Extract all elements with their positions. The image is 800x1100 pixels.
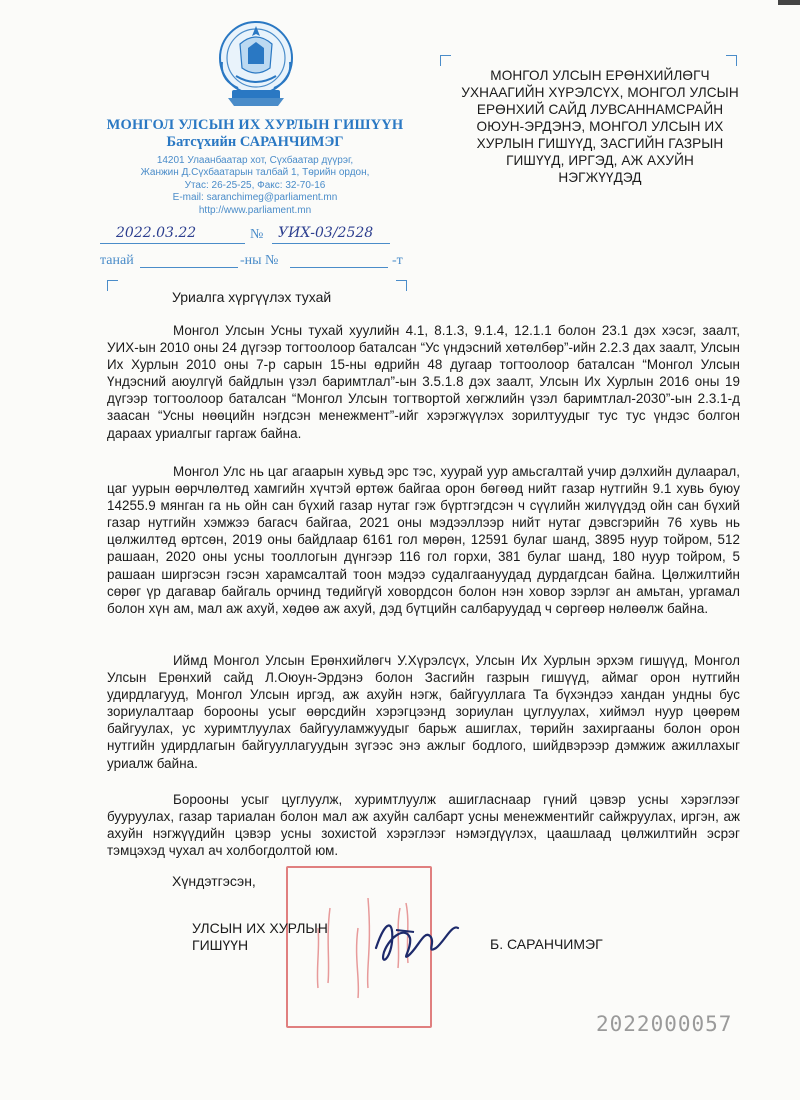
subject-bracket-left: [107, 280, 118, 291]
reply-suffix: -т: [392, 253, 403, 268]
signatory-title-line: ГИШҮҮН: [192, 937, 249, 953]
signatory-title-line: УЛСЫН ИХ ХУРЛЫН: [192, 920, 328, 936]
contact-address-line: Жанжин Д.Сүхбаатарын талбай 1, Төрийн ордон,: [140, 167, 370, 179]
member-name: Батсүхийн САРАНЧИМЭГ: [166, 134, 344, 150]
letter-date: 2022.03.22: [116, 225, 197, 241]
signature-icon: [366, 908, 466, 974]
closing-phrase: Хүндэтгэсэн,: [172, 873, 256, 889]
body-paragraph-4: Борооны усыг цуглуулж, хуримтлуулж ашигласнаар гүний цэвэр усны хэрэглээг бууруулах, газар тариалан болон мал аж ахуйн салбарт усны менежментийг сайжруулах, иргэн, аж ахуйн нэгжүүдийн цэвэр усны зохистой хэрэглээг нэмэгдүүлэх, цаашлаад цөлжилтийн эсрэг тэмцэхэд чухал ач холбогдолтой юм.: [107, 792, 740, 859]
addressee-line: УХНААГИЙН ХҮРЭЛСҮХ, МОНГОЛ УЛСЫН: [461, 85, 739, 100]
contact-phone-line: Утас: 26-25-25, Факс: 32-70-16: [184, 179, 326, 191]
reply-prefix: танай: [100, 253, 134, 268]
reply-reference-line: [100, 253, 410, 269]
signatory-title: [192, 920, 328, 954]
signatory-name: Б. САРАНЧИМЭГ: [490, 936, 603, 952]
date-number-line: [100, 227, 390, 243]
subject-bracket-right: [396, 280, 407, 291]
registration-number: 2022000057: [596, 1012, 733, 1036]
addressee-line: ЕРӨНХИЙ САЙД ЛУВСАННАМСРАЙН: [476, 102, 724, 117]
letter-subject: Уриалга хүргүүлэх тухай: [172, 289, 332, 305]
state-emblem-icon: [214, 18, 298, 108]
contact-email-line: E-mail: saranchimeg@parliament.mn: [172, 192, 338, 204]
addressee-line: ОЮУН-ЭРДЭНЭ, МОНГОЛ УЛСЫН ИХ: [476, 119, 724, 134]
reply-mid: -ны №: [240, 253, 279, 268]
body-paragraph-2: Монгол Улс нь цаг агаарын хувьд эрс тэс, хуурай уур амьсгалтай учир дэлхийн дулаарал, цаг уурын өөрчлөлтөд хамгийн хүчтэй өртөж байгаа орон бөгөөд нийт газар нутгийн 9.1 хувь буюу 14255.9 мянган га нь ойн сан бүхий газар нутаг гэж бүртгэгдсэн ч сүүлийн жилүүдэд ойн сан бүхий газар нутгийн хэмжээ багасч байгаа, 2021 оны мэдээллээр нийт нутаг дэвсгэрийн 76 хувь нь цөлжилтөд өртсөн, 2019 оны байдлаар 6161 гол мөрөн, 12591 булаг шанд, 3895 нуур тойром, 512 рашаан, 2020 оны усны тооллогын дүнгээр 116 гол горхи, 381 булаг шанд, 180 нуур тойром, 5 рашаан ширгэсэн гэсэн харамсалтай тоон мэдээ судалгаануудад дурдагдсан байна. Цөлжилтийн сөрөг үр дагавар байгаль орчинд төдийгүй ховордсон болон нэн ховор зэрлэг ан амьтан, ургамал болон хүн ам, мал аж ахуй, хөдөө аж ахуй, дэд бүтцийн салбаруудад ч сөргөөр нөлөөлж байна.: [107, 464, 740, 616]
contact-address-line: 14201 Улаанбаатар хот, Сүхбаатар дүүрэг,: [156, 155, 354, 166]
addressee-line: МОНГОЛ УЛСЫН ЕРӨНХИЙЛӨГЧ: [490, 68, 710, 83]
addressee-line: НЭГЖҮҮДЭД: [558, 170, 642, 185]
contact-website-line: http://www.parliament.mn: [198, 204, 312, 216]
addressee-line: ГИШҮҮД, ИРГЭД, АЖ АХУЙН: [506, 153, 694, 168]
addressee-bracket-left: [440, 55, 451, 66]
body-paragraph-3: Иймд Монгол Улсын Ерөнхийлөгч У.Хүрэлсүх, Улсын Их Хурлын эрхэм гишүүд, Монгол Улсын Ерөнхий сайд Л.Оюун-Эрдэнэ болон Засгийн газрын гишүүд, аймаг орон нутгийн удирдлагууд, Монгол Улсын иргэд, аж ахуйн нэгж, байгууллага Та бүхэндээ хандан ундны бус зориулалтаар борооны усыг өөрсдийн хэрэгцээнд зориулан цуглуулах, хиймэл нуур цөөрөм байгуулах, ус хуримтлуулах байгууламжуудыг барьж ашиглах, төрийн захиргааны болон орон нутгийн удирдлагын байгууллагуудын зүгээс энэ ажлыг бодлого, шийдвэрээр дэмжиж ажиллахыг уриалж байна.: [107, 653, 740, 771]
addressee-block: [450, 67, 750, 186]
addressee-line: ХУРЛЫН ГИШҮҮД, ЗАСГИЙН ГАЗРЫН: [476, 136, 724, 151]
contact-block: [100, 155, 410, 217]
addressee-bracket-right: [726, 55, 737, 66]
number-sign: №: [250, 227, 264, 242]
scan-corner-mark: [778, 0, 800, 5]
body-paragraph-1: Монгол Улсын Усны тухай хуулийн 4.1, 8.1.3, 9.1.4, 12.1.1 болон 23.1 дэх хэсэг, заалт, УИХ-ын 2010 оны 24 дүгээр тогтоолоор баталсан “Ус үндэсний хөтөлбөр”-ийн 2.2.3 дах заалт, Улсын Их Хурлын 2010 оны 7-р сарын 15-ны өдрийн 48 дугаар тогтоолоор баталсан “Монгол Улсын Үндэсний аюулгүй байдлын үзэл баримтлал”-ын 3.5.1.8 дэх заалт, Улсын Их Хурлын 2016 оны 19 дүгээр тогтоолоор баталсан “Монгол Улсын тогтвортой хөгжлийн үзэл баримтлал-2030”-ын 2.3.1-д заасан “Усны нөөцийн нэгдсэн менежмент”-ийг хэрэгжүүлэх зорилтуудыг тус тус үндэс болгон дараах уриалгыг гаргаж байна.: [107, 323, 740, 441]
letter-number: УИХ-03/2528: [278, 225, 374, 241]
org-name: МОНГОЛ УЛСЫН ИХ ХУРЛЫН ГИШҮҮН: [106, 117, 404, 133]
